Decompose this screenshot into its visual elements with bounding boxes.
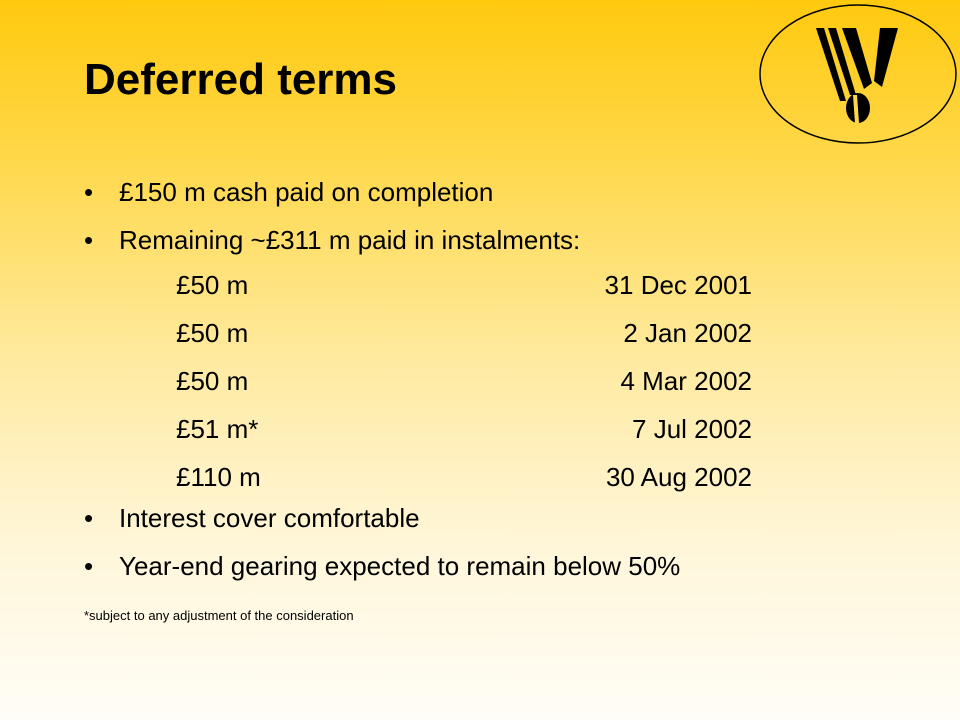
instalment-amount: £110 m — [176, 462, 261, 492]
bullet-glyph: • — [84, 551, 94, 581]
bullet-list-bottom — [84, 498, 904, 594]
instalment-date: 30 Aug 2002 — [605, 462, 752, 492]
bullet-glyph: • — [84, 503, 94, 533]
instalment-date: 7 Jul 2002 — [632, 414, 752, 444]
bullet-item — [84, 172, 904, 220]
bullet-text: Remaining ~£311 m paid in instalments: — [119, 225, 581, 255]
schedule-row — [176, 361, 752, 409]
instalment-amount: £50 m — [176, 318, 249, 348]
instalment-date: 31 Dec 2001 — [604, 270, 752, 300]
bullet-item — [84, 498, 904, 546]
bullet-item — [84, 546, 904, 594]
footnote: *subject to any adjustment of the consideration — [84, 608, 354, 623]
instalment-schedule — [176, 265, 752, 505]
instalment-date: 2 Jan 2002 — [623, 318, 752, 348]
schedule-row — [176, 409, 752, 457]
company-logo-icon — [758, 3, 958, 145]
slide-title: Deferred terms — [84, 55, 398, 104]
bullet-text: Interest cover comfortable — [119, 503, 420, 533]
bullet-item — [84, 220, 904, 268]
schedule-row — [176, 265, 752, 313]
instalment-amount: £50 m — [176, 270, 249, 300]
bullet-list-top — [84, 172, 904, 268]
bullet-text: £150 m cash paid on completion — [119, 177, 494, 207]
instalment-amount: £50 m — [176, 366, 249, 396]
schedule-row — [176, 313, 752, 361]
bullet-glyph: • — [84, 225, 94, 255]
bullet-glyph: • — [84, 177, 94, 207]
instalment-amount: £51 m* — [176, 414, 259, 444]
instalment-date: 4 Mar 2002 — [620, 366, 752, 396]
bullet-text: Year-end gearing expected to remain below 50% — [119, 551, 681, 581]
